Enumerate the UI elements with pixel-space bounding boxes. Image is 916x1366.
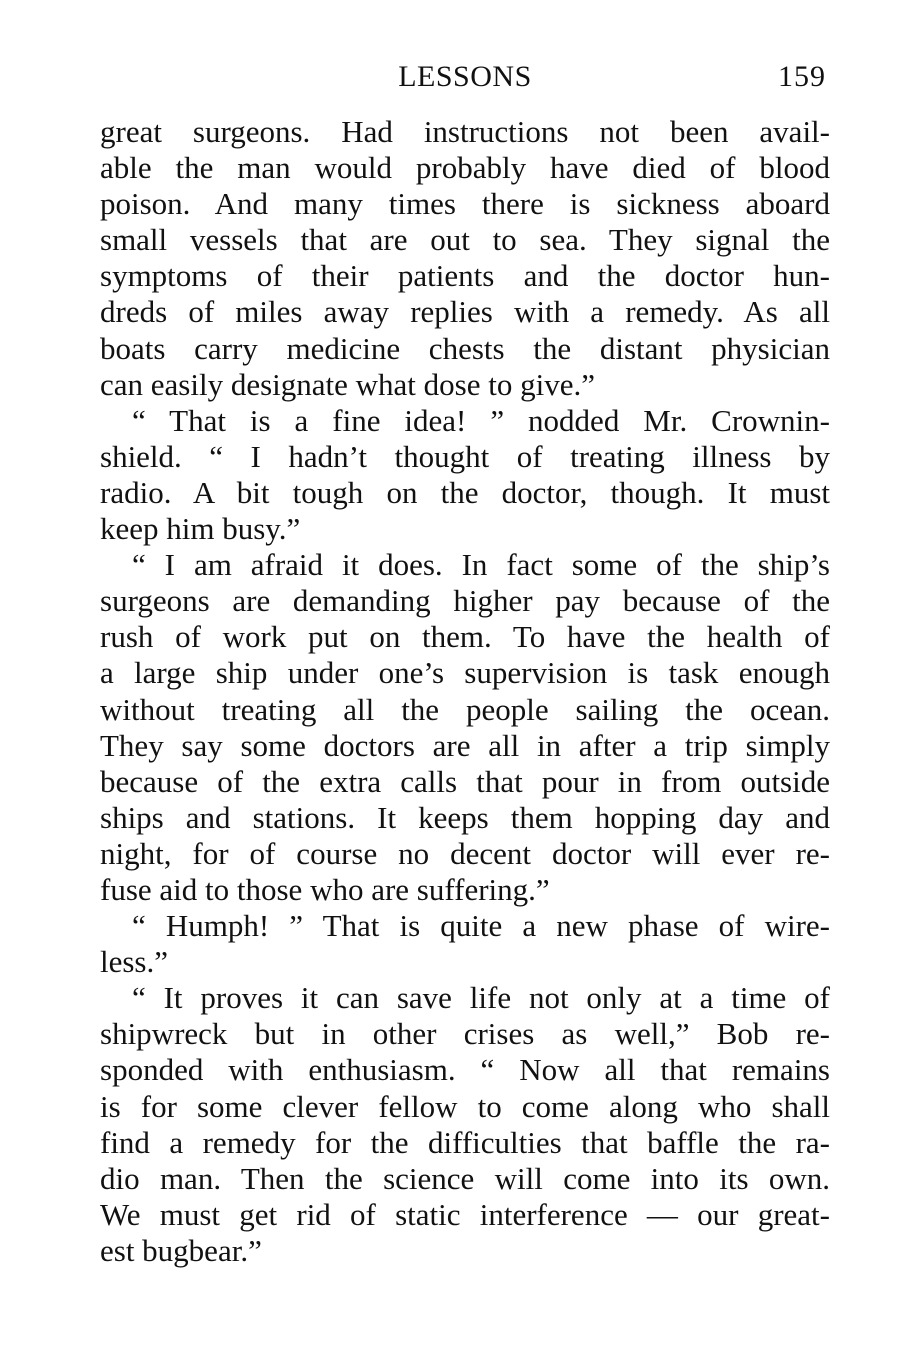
text-line: poison. And many times there is sickness aboard <box>100 186 830 222</box>
text-line: able the man would probably have died of blood <box>100 150 830 186</box>
text-line: a large ship under one’s supervision is task enough <box>100 655 830 691</box>
text-line: rush of work put on them. To have the health of <box>100 619 830 655</box>
text-line: symptoms of their patients and the doctor hun- <box>100 258 830 294</box>
text-line: find a remedy for the difficulties that baffle the ra- <box>100 1124 830 1160</box>
text-line: is for some clever fellow to come along who shall <box>100 1088 830 1124</box>
text-line: small vessels that are out to sea. They signal the <box>100 222 830 258</box>
running-title: LESSONS <box>398 60 532 93</box>
text-line: est bugbear.” <box>100 1232 262 1268</box>
text-line: sponded with enthusiasm. “ Now all that remains <box>100 1052 830 1088</box>
text-line: surgeons are demanding higher pay because of the <box>100 583 830 619</box>
text-line: boats carry medicine chests the distant physician <box>100 330 830 366</box>
text-line: They say some doctors are all in after a trip simply <box>100 727 830 763</box>
text-line: shipwreck but in other crises as well,” Bob re- <box>100 1016 830 1052</box>
text-line: great surgeons. Had instructions not been avail- <box>100 114 830 149</box>
text-line: night, for of course no decent doctor will ever re- <box>100 835 830 871</box>
body-text <box>100 114 830 1269</box>
text-line: less.” <box>100 944 169 980</box>
text-line: radio. A bit tough on the doctor, though. It must <box>100 474 830 510</box>
page-number: 159 <box>778 60 826 93</box>
text-line: dio man. Then the science will come into its own. <box>100 1160 830 1196</box>
text-line: “ Humph! ” That is quite a new phase of wire- <box>132 908 830 944</box>
text-line: ships and stations. It keeps them hopping day and <box>100 799 830 835</box>
text-line: “ I am afraid it does. In fact some of the ship’s <box>132 547 830 583</box>
text-line: keep him busy.” <box>100 511 301 547</box>
text-line: We must get rid of static interference — our great- <box>100 1196 830 1232</box>
text-line: shield. “ I hadn’t thought of treating illness by <box>100 438 830 474</box>
text-line: “ It proves it can save life not only at a time of <box>132 980 830 1016</box>
text-line: “ That is a fine idea! ” nodded Mr. Crownin- <box>132 402 830 438</box>
text-line: without treating all the people sailing the ocean. <box>100 691 830 727</box>
running-header <box>100 60 830 100</box>
text-line: dreds of miles away replies with a remedy. As all <box>100 294 830 330</box>
text-line: can easily designate what dose to give.” <box>100 366 595 402</box>
text-line: fuse aid to those who are suffering.” <box>100 871 550 907</box>
text-line: because of the extra calls that pour in from outside <box>100 763 830 799</box>
